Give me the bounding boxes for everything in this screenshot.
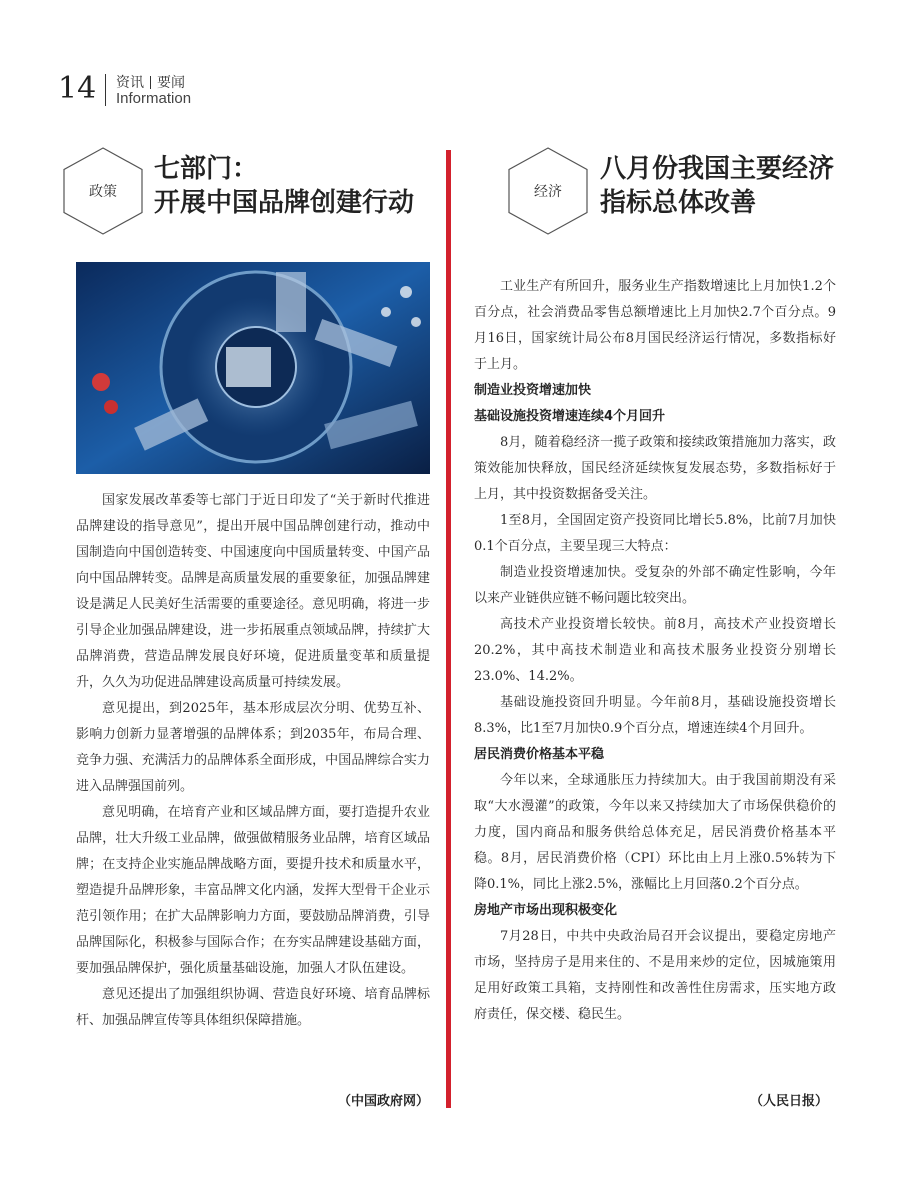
source-credit-left: （中国政府网）	[338, 1094, 430, 1109]
category-hexagon-left	[62, 146, 144, 236]
category-label-right: 经济	[534, 184, 562, 200]
article-body-right	[474, 274, 836, 1028]
paragraph: 高技术产业投资增长较快。前8月，高技术产业投资增长20.2%，其中高技术制造业和高技术服务业投资分别增长23.0%、14.2%。	[474, 617, 836, 684]
header-divider	[105, 74, 106, 106]
source-credit-right: （人民日报）	[750, 1094, 829, 1109]
subheading: 房地产市场出现积极变化	[474, 903, 618, 918]
paragraph: 国家发展改革委等七部门于近日印发了“关于新时代推进品牌建设的指导意见”，提出开展中国品牌创建行动，推动中国制造向中国创造转变、中国速度向中国质量转变、中国产品向中国品牌转变。品牌是高质量发展的重要象征，加强品牌建设是满足人民美好生活需要的重要途径。意见明确，将进一步引导企业加强品牌建设，进一步拓展重点领域品牌，持续扩大品牌消费，营造品牌发展良好环境，促进质量变革和质量提升，久久为功促进品牌建设高质量可持续发展。	[76, 493, 430, 690]
section-label-1: 资讯	[116, 75, 144, 91]
paragraph: 7月28日，中共中央政治局召开会议提出，要稳定房地产市场，坚持房子是用来住的、不是用来炒的定位，因城施策用足用好政策工具箱，支持刚性和改善性住房需求，压实地方政府责任，保交楼、稳民生。	[474, 929, 836, 1022]
section-label-cn	[116, 72, 185, 92]
paragraph: 制造业投资增速加快。受复杂的外部不确定性影响，今年以来产业链供应链不畅问题比较突出。	[474, 565, 836, 606]
section-label-2: 要闻	[157, 75, 185, 91]
headline-left-line2: 开展中国品牌创建行动	[154, 188, 415, 218]
paragraph: 意见还提出了加强组织协调、营造良好环境、培育品牌标杆、加强品牌宣传等具体组织保障措施。	[76, 987, 430, 1028]
headline-left	[154, 152, 414, 220]
intro-paragraph: 工业生产有所回升，服务业生产指数增速比上月加快1.2个百分点，社会消费品零售总额增速比上月加快2.7个百分点。9月16日，国家统计局公布8月国民经济运行情况，多数指标好于上月。	[474, 279, 836, 372]
headline-right-line1: 八月份我国主要经济	[600, 154, 835, 184]
paragraph: 基础设施投资回升明显。今年前8月，基础设施投资增长8.3%，比1至7月加快0.9个百分点，增速连续4个月回升。	[474, 695, 836, 736]
article-body-left	[76, 488, 430, 1034]
column-divider	[446, 150, 451, 1108]
subheading: 制造业投资增速加快	[474, 383, 592, 398]
paragraph: 意见提出，到2025年，基本形成层次分明、优势互补、影响力创新力显著增强的品牌体系；到2035年，布局合理、竞争力强、充满活力的品牌体系全面形成，中国品牌综合实力进入品牌强国前列。	[76, 701, 430, 794]
section-separator	[150, 76, 151, 89]
category-hexagon-right	[507, 146, 589, 236]
paragraph: 意见明确，在培育产业和区域品牌方面，要打造提升农业品牌，壮大升级工业品牌，做强做精服务业品牌，培育区域品牌；在支持企业实施品牌战略方面，要提升技术和质量水平，塑造提升品牌形象，丰富品牌文化内涵，发挥大型骨干企业示范引领作用；在扩大品牌影响力方面，要鼓励品牌消费，引导品牌国际化，积极参与国际合作；在夯实品牌建设基础方面，要加强品牌保护，强化质量基础设施，加强人才队伍建设。	[76, 805, 430, 976]
paragraph: 今年以来，全球通胀压力持续加大。由于我国前期没有采取“大水漫灌”的政策，今年以来又持续加大了市场保供稳价的力度，国内商品和服务供给总体充足，居民消费价格基本平稳。8月，居民消费价格（CPI）环比由上月上涨0.5%转为下降0.1%，同比上涨2.5%，涨幅比上月回落0.2个百分点。	[474, 773, 836, 892]
headline-right-line2: 指标总体改善	[600, 188, 757, 218]
subheading: 基础设施投资增速连续4个月回升	[474, 409, 666, 424]
paragraph: 1至8月，全国固定资产投资同比增长5.8%，比前7月加快0.1个百分点，主要呈现三大特点：	[474, 513, 836, 554]
page-number: 14	[58, 71, 97, 106]
section-label-en: Information	[116, 90, 192, 107]
category-label-left: 政策	[89, 184, 117, 200]
paragraph: 8月，随着稳经济一揽子政策和接续政策措施加力落实，政策效能加快释放，国民经济延续恢复发展态势，多数指标好于上月，其中投资数据备受关注。	[474, 435, 836, 502]
article-photo-machinery	[76, 262, 430, 474]
headline-right	[600, 152, 834, 220]
headline-left-line1: 七部门：	[154, 154, 259, 184]
subheading: 居民消费价格基本平稳	[474, 747, 605, 762]
